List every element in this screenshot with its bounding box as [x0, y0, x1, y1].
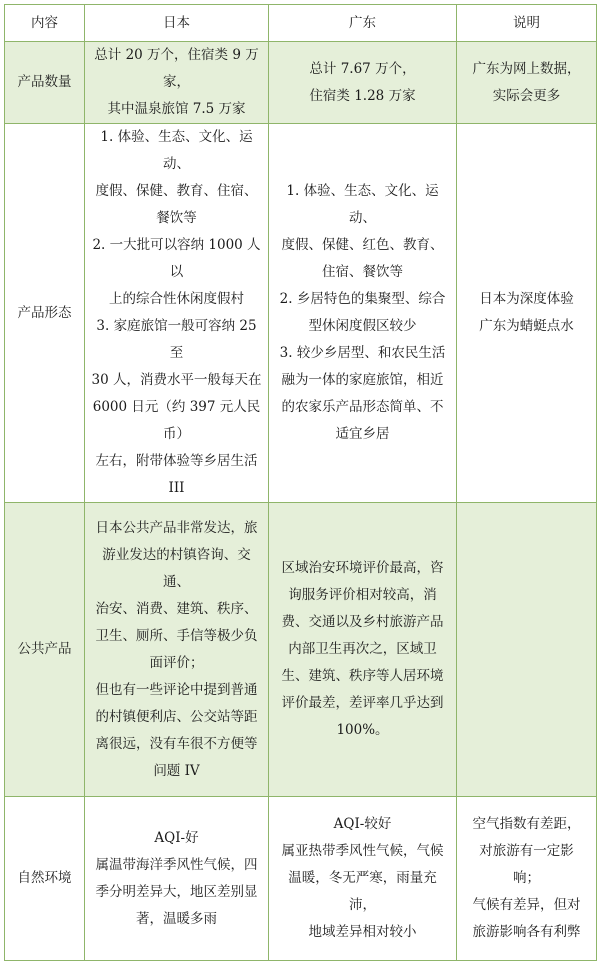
note-cell	[457, 503, 597, 797]
cell-line: 离很远，没有车很不方便等	[95, 735, 258, 752]
cell-line: 度假、保健、红色、教育、	[281, 237, 444, 253]
cell-line: 属亚热带季风性气候，气候	[281, 843, 444, 859]
cell-line: 地域差异相对较小	[308, 924, 417, 940]
cell-line: 6000 日元（约 397 元人民币）	[92, 399, 261, 442]
cell-line: 日本公共产品非常发达，旅	[95, 519, 258, 536]
guangdong-cell	[269, 503, 457, 797]
table-row	[5, 124, 597, 503]
cell-line: AQI-好	[154, 829, 199, 846]
cell-line: 适宜乡居	[335, 426, 390, 442]
table-row	[5, 797, 597, 961]
row-label: 产品形态	[5, 124, 85, 503]
cell-line: 日本为深度体验	[479, 291, 574, 307]
cell-line: 面评价；	[149, 654, 204, 671]
cell-line: AQI-较好	[333, 816, 392, 832]
cell-line: 总计 20 万个，住宿类 9 万家，	[94, 47, 259, 90]
japan-cell	[85, 503, 269, 797]
japan-cell	[85, 42, 269, 124]
cell-line: 著，温暖多雨	[136, 910, 217, 927]
header-note: 说明	[457, 5, 597, 42]
cell-line: 对旅游有一定影	[479, 843, 574, 859]
table-row	[5, 503, 597, 797]
cell-line: 2. 一大批可以容纳 1000 人以	[92, 237, 261, 280]
cell-line: 上的综合性休闲度假村	[109, 291, 244, 307]
cell-line: 住宿类 1.28 万家	[309, 87, 416, 104]
row-label: 公共产品	[5, 503, 85, 797]
cell-line: 的农家乐产品形态简单、不	[281, 399, 444, 415]
cell-line: 1. 体验、生态、文化、运动、	[100, 129, 253, 172]
guangdong-cell	[269, 797, 457, 961]
cell-line: III	[168, 480, 185, 496]
cell-line: 气候有差异，但对	[472, 897, 581, 913]
cell-line: 的村镇便利店、公交站等距	[95, 708, 258, 725]
header-guangdong: 广东	[269, 5, 457, 42]
note-cell	[457, 124, 597, 503]
note-cell	[457, 797, 597, 961]
cell-line: 总计 7.67 万个，	[309, 60, 416, 77]
guangdong-cell	[269, 124, 457, 503]
cell-line: 广东为蜻蜓点水	[479, 318, 574, 334]
cell-line: 响；	[513, 870, 540, 886]
cell-line: 温暖，冬无严寒，雨量充沛，	[288, 870, 437, 913]
cell-line: 融为一体的家庭旅馆，相近	[281, 372, 444, 388]
note-cell	[457, 42, 597, 124]
cell-line: 卫生、厕所、手信等极少负	[95, 627, 258, 644]
cell-line: 旅游影响各有利弊	[472, 924, 581, 940]
table-row	[5, 42, 597, 124]
row-label: 产品数量	[5, 42, 85, 124]
japan-cell	[85, 797, 269, 961]
cell-line: 属温带海洋季风性气候，四	[95, 856, 258, 873]
cell-line: 内部卫生再次之，区域卫	[288, 641, 437, 657]
guangdong-cell	[269, 42, 457, 124]
cell-line: 3. 较少乡居型、和农民生活	[279, 345, 446, 361]
header-japan: 日本	[85, 5, 269, 42]
cell-line: 游业发达的村镇咨询、交通、	[102, 546, 251, 590]
cell-line: 但也有一些评论中提到普通	[95, 681, 258, 698]
row-label: 自然环境	[5, 797, 85, 961]
japan-cell	[85, 124, 269, 503]
comparison-table	[4, 4, 597, 961]
cell-line: 型休闲度假区较少	[308, 318, 417, 334]
cell-line: 100%。	[336, 722, 389, 738]
cell-line: 区域治安环境评价最高，咨	[281, 560, 444, 576]
cell-line: 评价最差，差评率几乎达到	[281, 695, 444, 711]
cell-line: 实际会更多	[492, 87, 561, 104]
header-content: 内容	[5, 5, 85, 42]
cell-line: 费、交通以及乡村旅游产品	[281, 614, 444, 630]
cell-line: 2. 乡居特色的集聚型、综合	[279, 291, 446, 307]
cell-line: 30 人，消费水平一般每天在	[91, 372, 262, 388]
cell-line: 度假、保健、教育、住宿、	[95, 183, 258, 199]
cell-line: 空气指数有差距，	[472, 816, 581, 832]
cell-line: 治安、消费、建筑、秩序、	[95, 600, 258, 617]
cell-line: 生、建筑、秩序等人居环境	[281, 668, 444, 684]
cell-line: 其中温泉旅馆 7.5 万家	[107, 101, 246, 117]
cell-line: 1. 体验、生态、文化、运动、	[286, 183, 439, 226]
cell-line: 季分明差异大，地区差别显	[95, 883, 258, 900]
cell-line: 3. 家庭旅馆一般可容纳 25 至	[96, 318, 257, 361]
cell-line: 询服务评价相对较高，消	[288, 587, 437, 603]
header-row	[5, 5, 597, 42]
cell-line: 问题 IV	[153, 762, 200, 779]
cell-line: 广东为网上数据，	[472, 60, 581, 77]
cell-line: 餐饮等	[156, 210, 197, 226]
cell-line: 住宿、餐饮等	[322, 264, 403, 280]
cell-line: 左右，附带体验等乡居生活	[95, 453, 258, 469]
